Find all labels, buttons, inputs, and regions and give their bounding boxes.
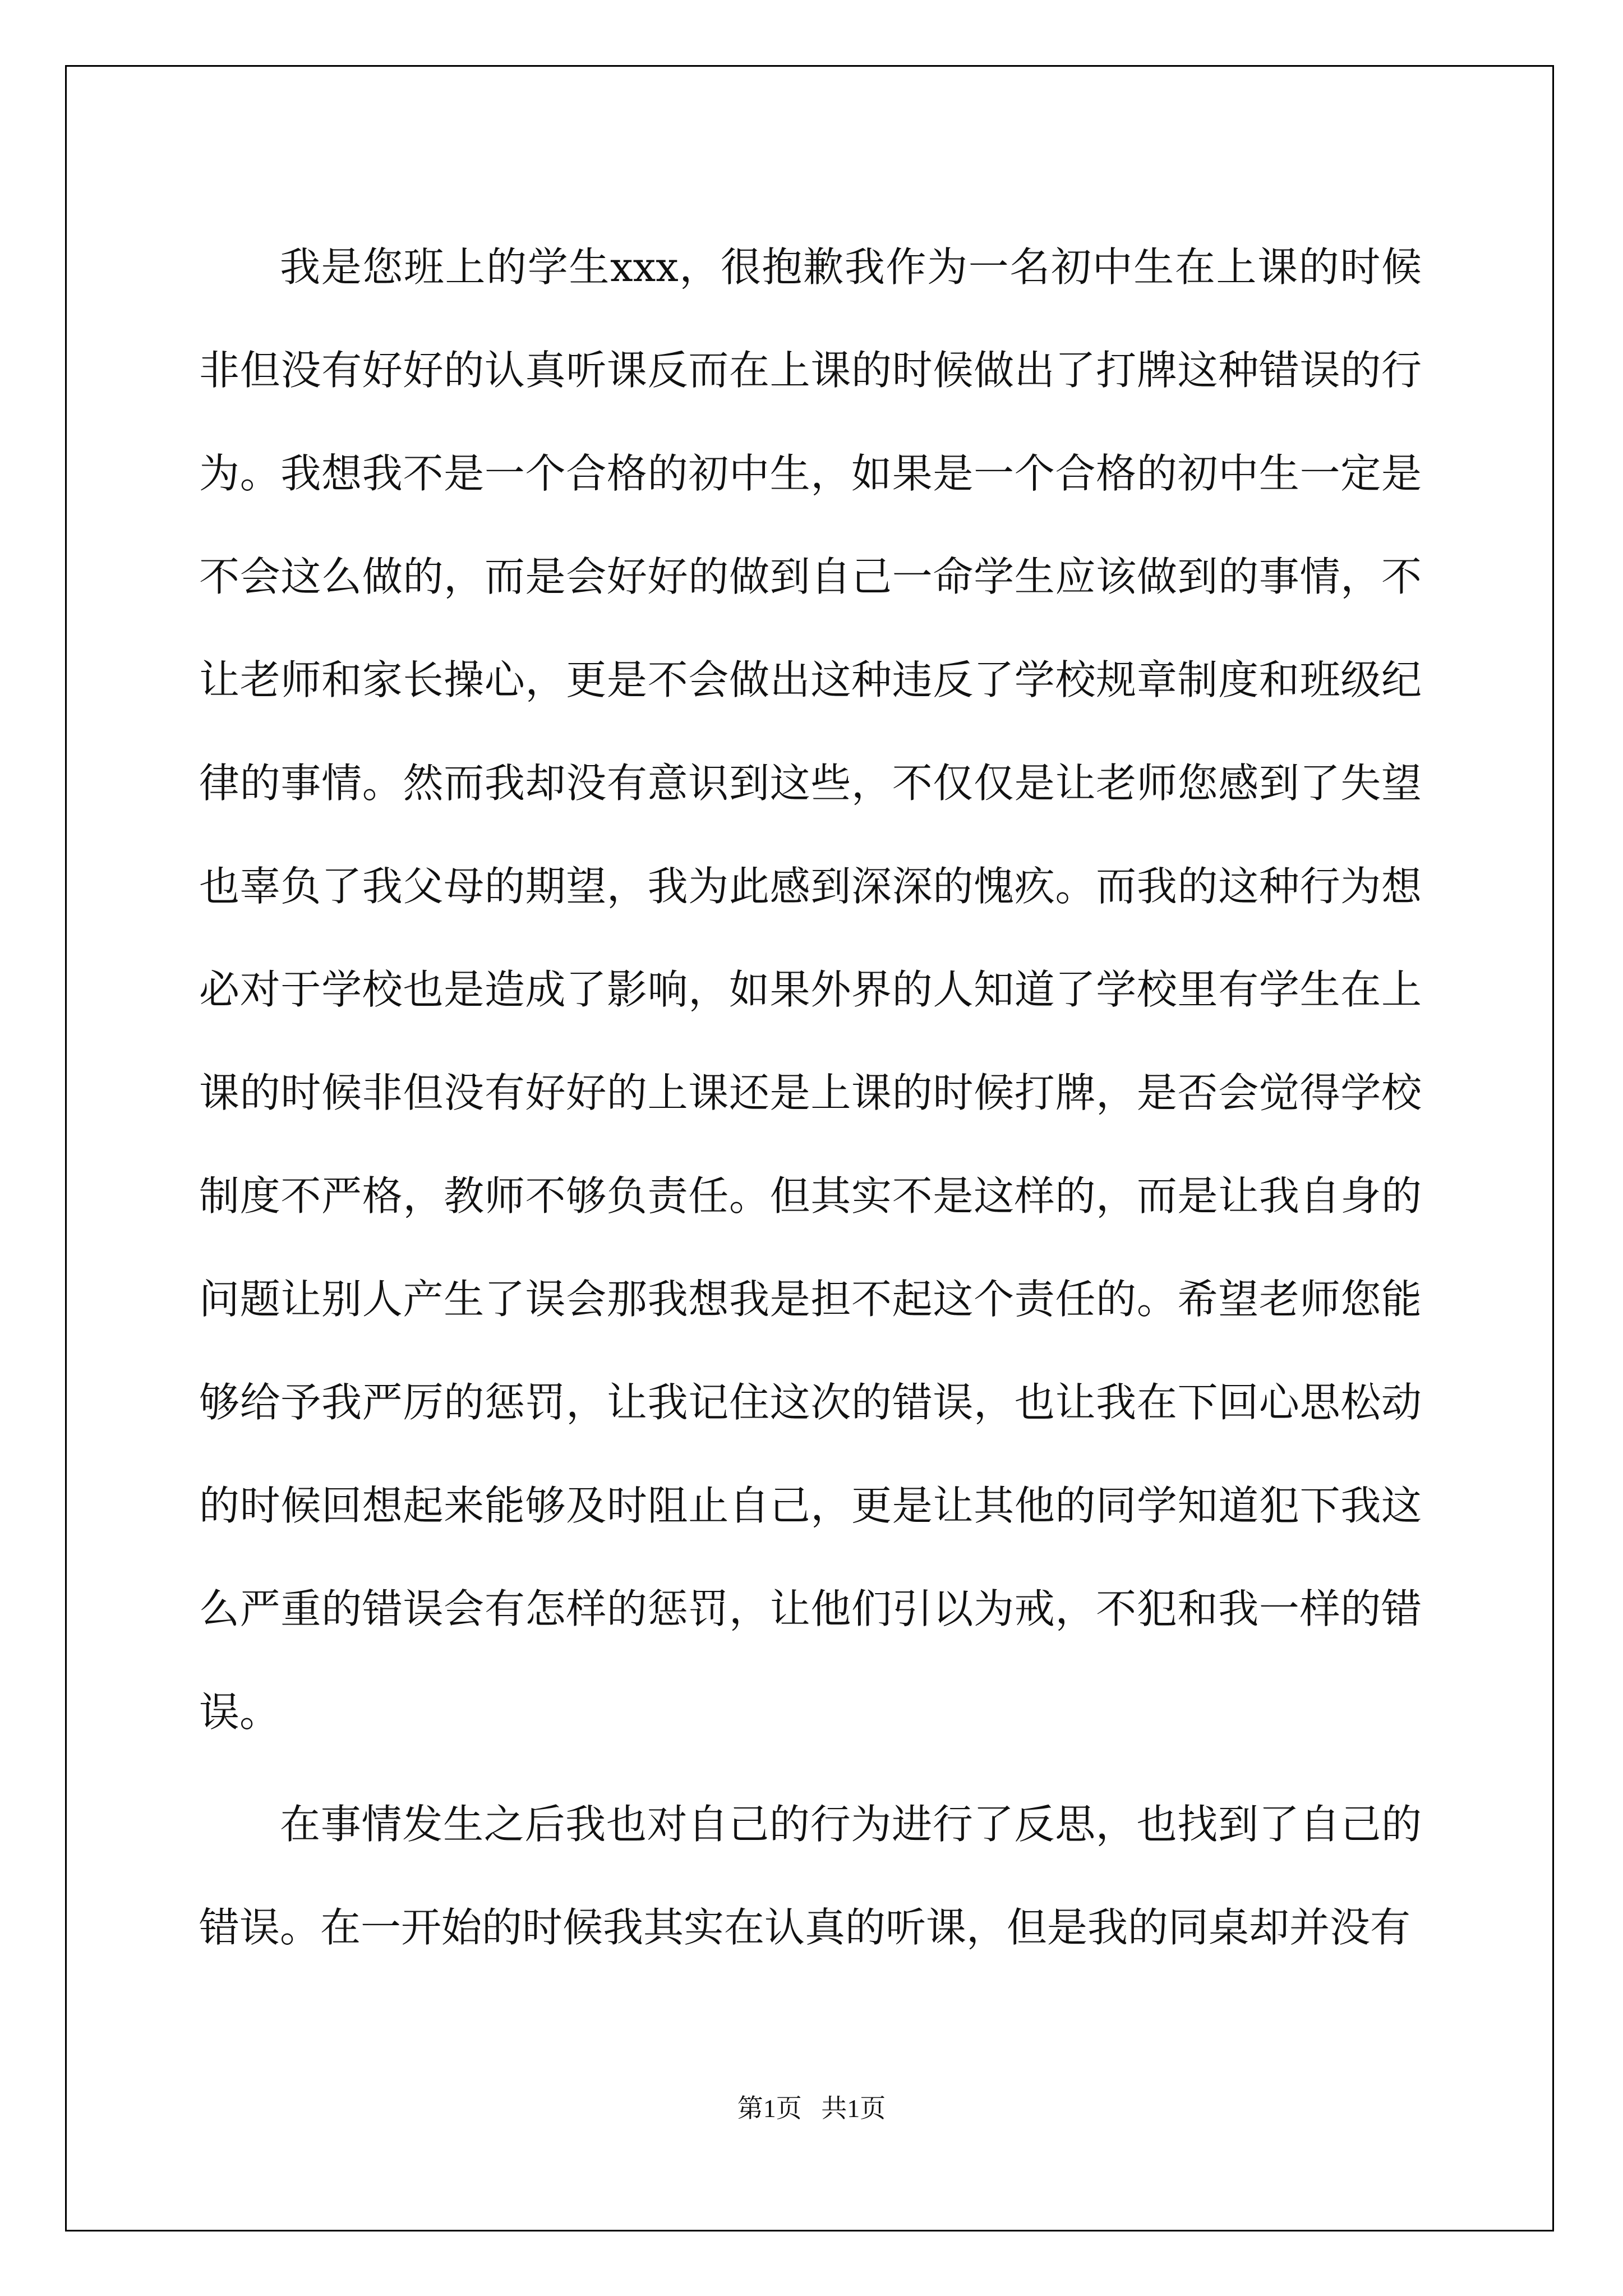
page-number-footer: 第1页 共1页 (737, 2094, 886, 2123)
document-body (199, 215, 1422, 1979)
paragraph-2: 在事情发生之后我也对自己的行为进行了反思，也找到了自己的错误。在一开始的时候我其实在认真的听课，但是我的同桌却并没有 (199, 1801, 1422, 1951)
paragraph-1: 我是您班上的学生xxx，很抱歉我作为一名初中生在上课的时候非但没有好好的认真听课反而在上课的时候做出了打牌这种错误的行为。我想我不是一个合格的初中生，如果是一个合格的初中生一定是不会这么做的，而是会好好的做到自己一命学生应该做到的事情，不让老师和家长操心，更是不会做出这种违反了学校规章制度和班级纪律的事情。然而我却没有意识到这些，不仅仅是让老师您感到了失望也辜负了我父母的期望，我为此感到深深的愧疚。而我的这种行为想必对于学校也是造成了影响，如果外界的人知道了学校里有学生在上课的时候非但没有好好的上课还是上课的时候打牌，是否会觉得学校制度不严格，教师不够负责任。但其实不是这样的，而是让我自身的问题让别人产生了误会那我想我是担不起这个责任的。希望老师您能够给予我严厉的惩罚，让我记住这次的错误，也让我在下回心思松动的时候回想起来能够及时阻止自己，更是让其他的同学知道犯下我这么严重的错误会有怎样的惩罚，让他们引以为戒，不犯和我一样的错误。 (199, 243, 1422, 1736)
